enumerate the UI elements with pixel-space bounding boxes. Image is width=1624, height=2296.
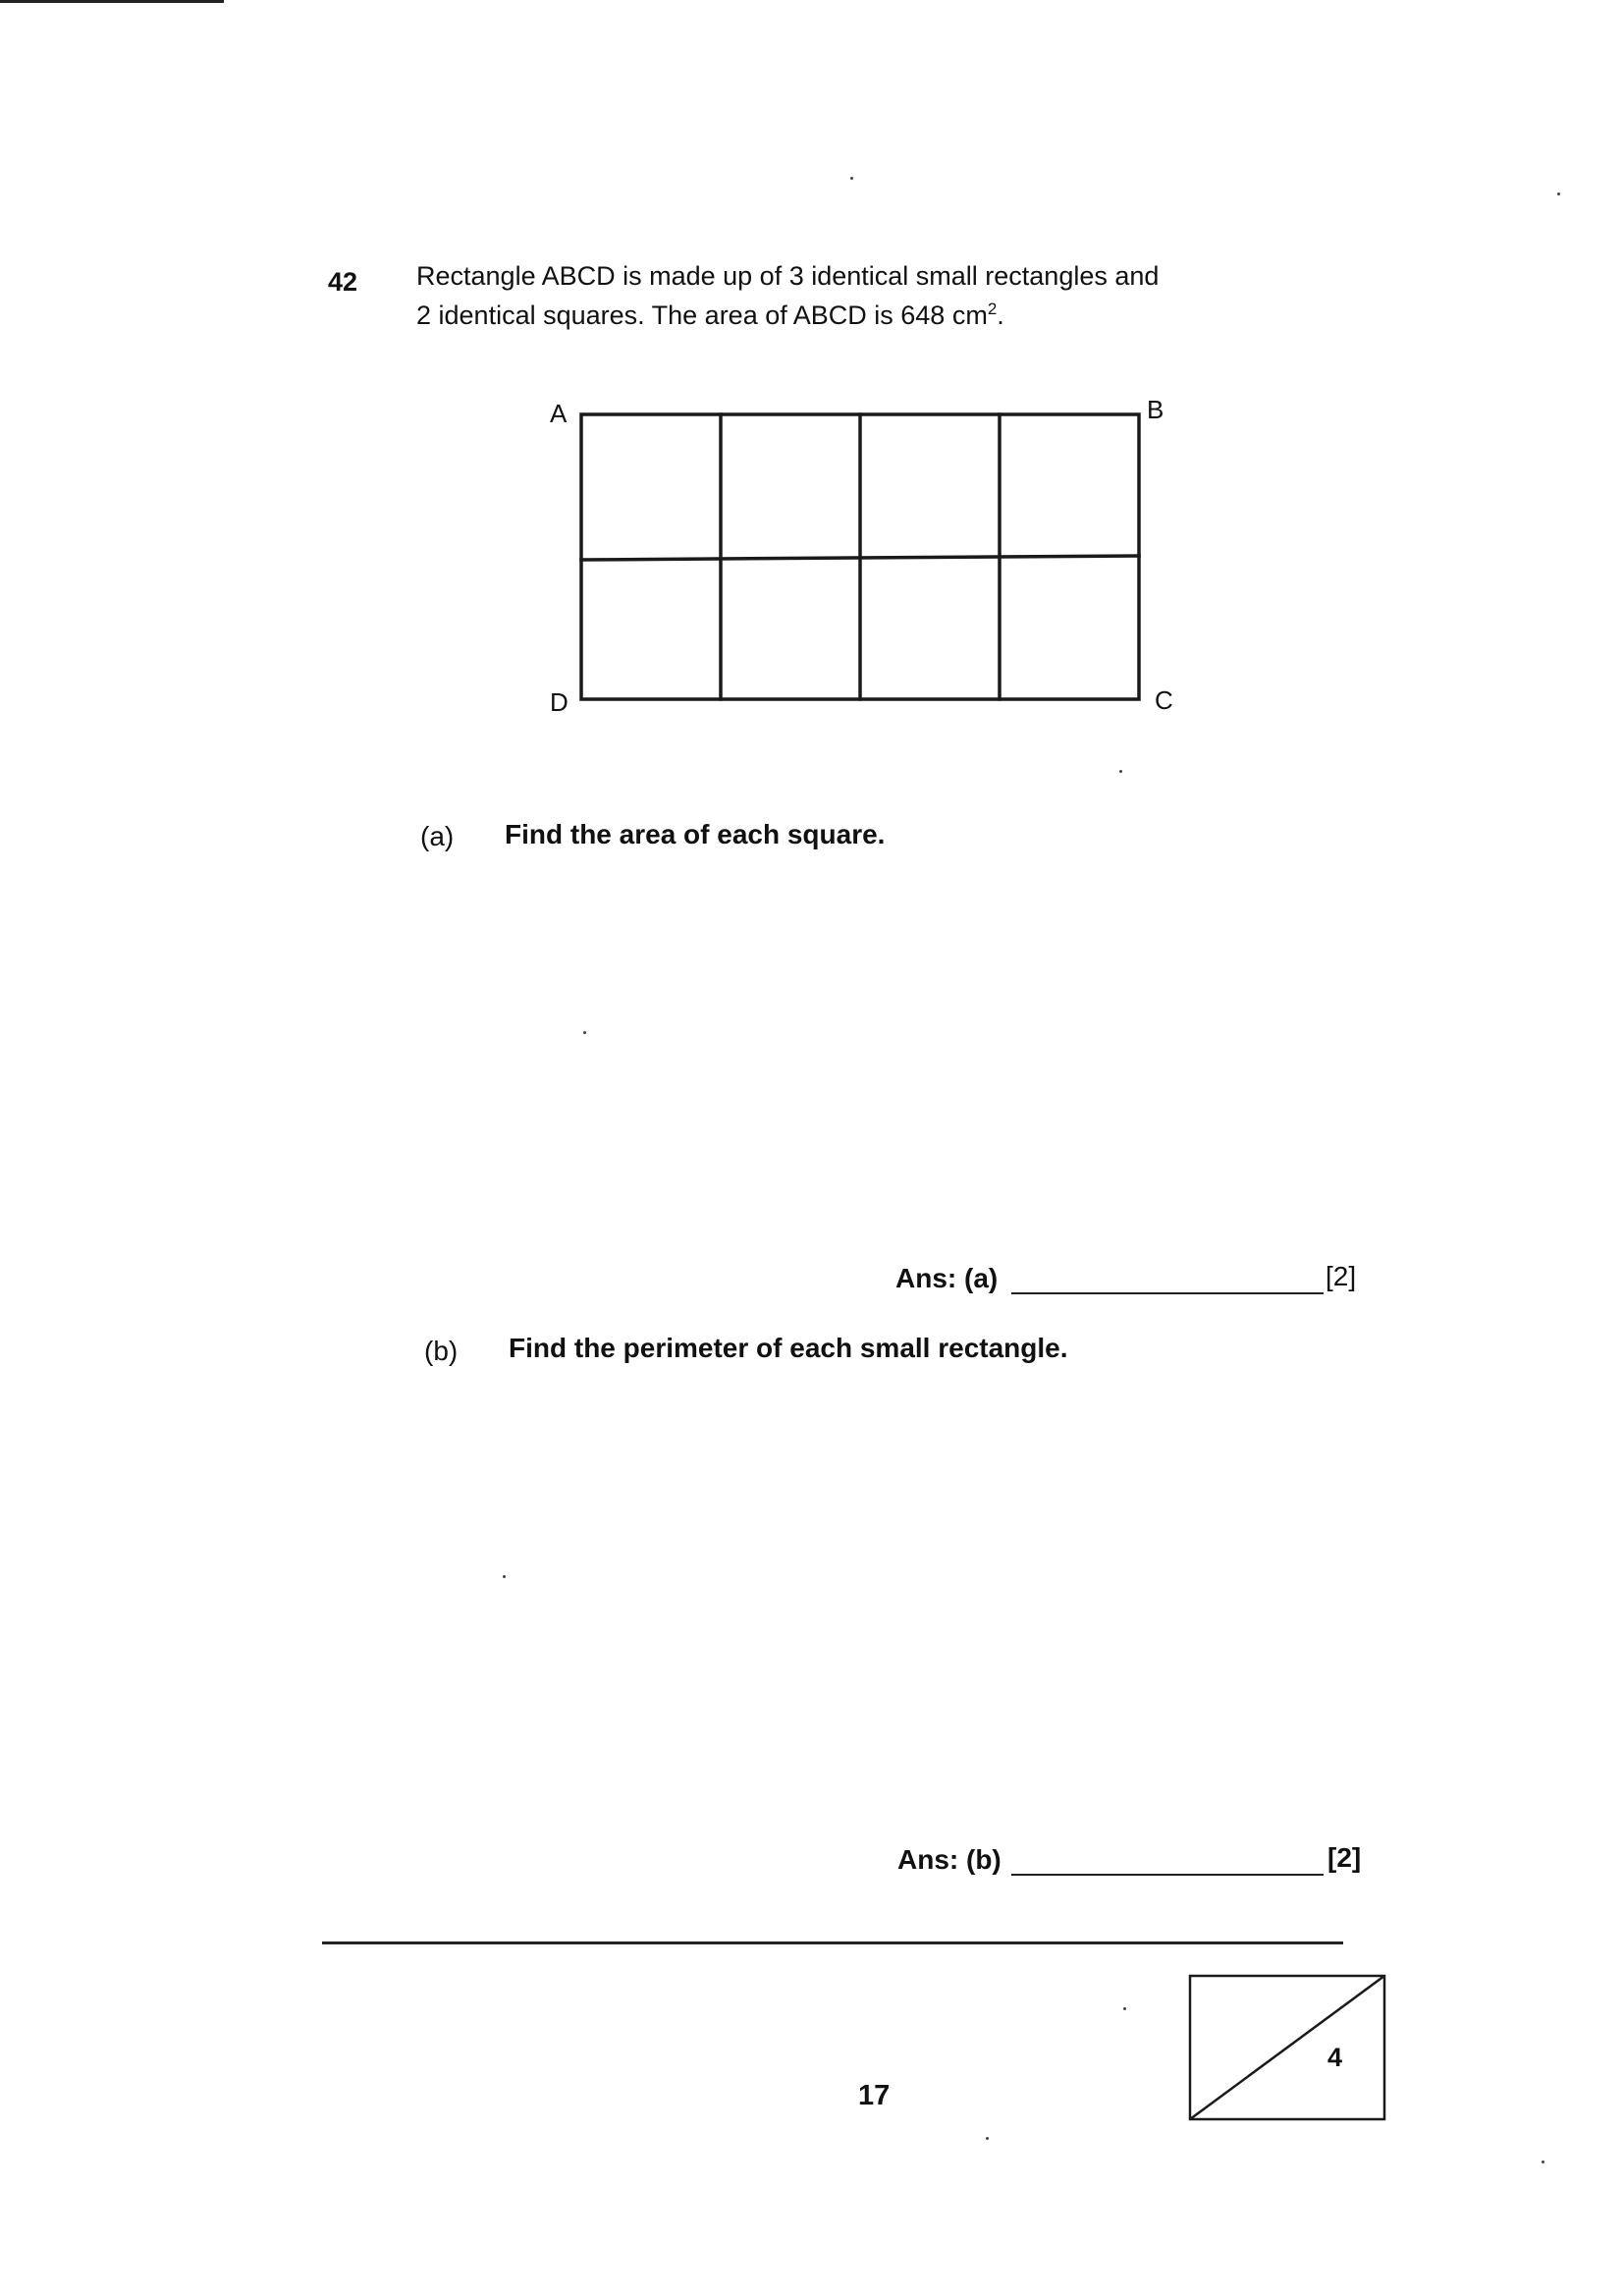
part-a-answer-label: Ans: (a) xyxy=(895,1263,999,1293)
part-b-label: (b) xyxy=(424,1336,459,1366)
scan-speck xyxy=(583,1031,586,1034)
question-line-2 xyxy=(416,293,1300,332)
part-b-answer-label: Ans: (b) xyxy=(897,1844,1001,1875)
superscript-2: 2 xyxy=(987,300,998,318)
score-box xyxy=(1188,1974,1386,2121)
score-box-diagonal xyxy=(1190,1976,1384,2119)
question-number: 42 xyxy=(328,267,358,297)
question-line-1: Rectangle ABCD is made up of 3 identical small rectangles and xyxy=(416,261,1160,291)
scan-speck xyxy=(986,2137,989,2140)
question-line-2-text: 2 identical squares. The area of ABCD is 648 cm xyxy=(416,301,988,330)
part-a-answer-line[interactable] xyxy=(1011,1292,1324,1294)
part-b-question: Find the perimeter of each small rectangle. xyxy=(509,1333,1068,1363)
vertex-d-label: D xyxy=(550,687,568,717)
part-a-label: (a) xyxy=(420,821,455,851)
vertex-a-label: A xyxy=(550,399,568,428)
vertex-b-label: B xyxy=(1147,395,1164,424)
scan-speck xyxy=(850,177,853,180)
footer-rule xyxy=(322,1941,1343,1944)
question-line-2-end: . xyxy=(997,301,1004,330)
question-text xyxy=(416,259,1300,332)
scan-speck xyxy=(1119,770,1122,773)
page-number: 17 xyxy=(858,2080,891,2111)
scan-speck xyxy=(1557,192,1560,195)
part-b-marks: [2] xyxy=(1327,1842,1362,1873)
top-edge-rule xyxy=(0,0,224,3)
part-a-question: Find the area of each square. xyxy=(505,819,886,849)
part-b-answer-line[interactable] xyxy=(1011,1874,1324,1876)
part-a-marks: [2] xyxy=(1326,1261,1357,1291)
scan-speck xyxy=(503,1575,506,1578)
scan-speck xyxy=(1123,2007,1126,2010)
score-total: 4 xyxy=(1327,2043,1343,2072)
scan-speck xyxy=(1542,2160,1544,2163)
rectangle-abcd-figure xyxy=(530,383,1178,727)
vertex-c-label: C xyxy=(1155,685,1173,715)
